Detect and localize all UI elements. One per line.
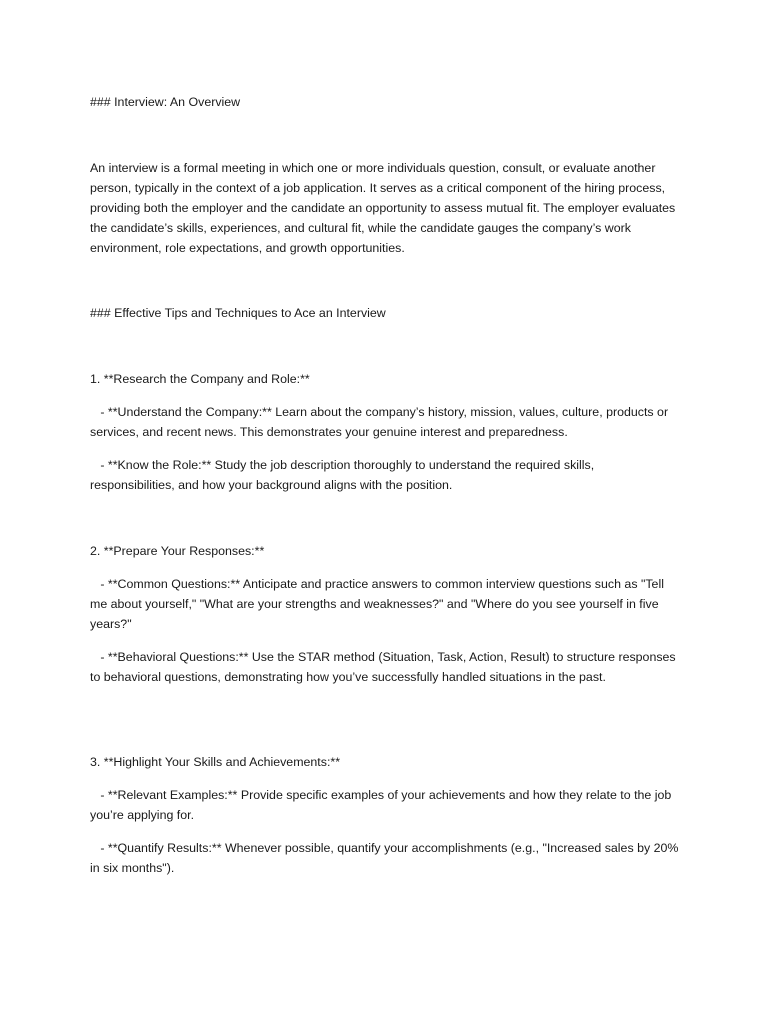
section-item: - **Understand the Company:** Learn about the company’s history, mission, values, culture, products or services, and recent news. This demonstrates your genuine interest and preparedness.: [90, 405, 672, 439]
section-item: - **Know the Role:** Study the job description thoroughly to understand the required skills, responsibilities, and how your background aligns with the position.: [90, 458, 598, 492]
heading-tips: ### Effective Tips and Techniques to Ace an Interview: [90, 306, 386, 320]
section-item: - **Relevant Examples:** Provide specific examples of your achievements and how they relate to the job you’re applying for.: [90, 788, 675, 822]
section-title: 3. **Highlight Your Skills and Achievements:**: [90, 755, 341, 769]
section-item: - **Behavioral Questions:** Use the STAR method (Situation, Task, Action, Result) to structure responses to behavioral questions, demonstrating how you’ve successfully handled situations in the past.: [90, 650, 680, 684]
section-title: 1. **Research the Company and Role:**: [90, 372, 310, 386]
heading-overview: ### Interview: An Overview: [90, 95, 241, 109]
overview-paragraph: An interview is a formal meeting in which one or more individuals question, consult, or evaluate another person, typically in the context of a job application. It serves as a critical component of the hiring process, providing both the employer and the candidate an opportunity to assess mutual fit. The employer evaluates the candidate’s skills, experiences, and cultural fit, while the candidate gauges the company’s work environment, role expectations, and growth opportunities.: [90, 161, 676, 255]
section-item: - **Quantify Results:** Whenever possible, quantify your accomplishments (e.g., "Increased sales by 20% in six months").: [90, 841, 682, 875]
section-title: 2. **Prepare Your Responses:**: [90, 544, 265, 558]
section-item: - **Common Questions:** Anticipate and practice answers to common interview questions such as "Tell me about yourself," "What are your strengths and weaknesses?" and "Where do you see yourself in five years?": [90, 577, 668, 631]
